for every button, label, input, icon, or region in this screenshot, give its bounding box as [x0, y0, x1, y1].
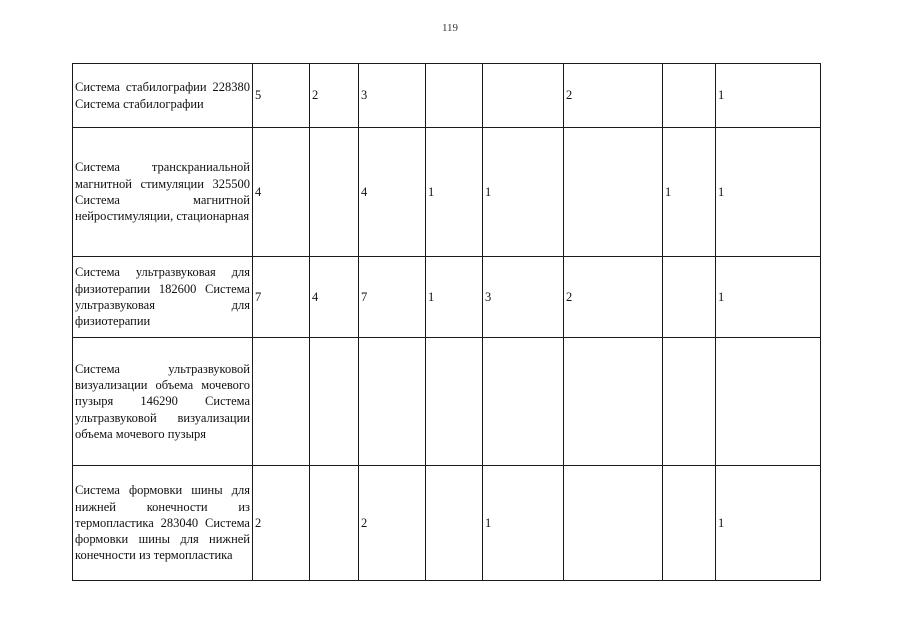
table-row — [73, 64, 821, 128]
value-cell — [310, 338, 359, 466]
value-cell — [426, 466, 483, 581]
equipment-name-cell: Система транскраниальной магнитной стимуляции 325500 Система магнитной нейростимуляции, стационарная — [73, 128, 253, 257]
value-cell — [253, 338, 310, 466]
value-cell — [564, 466, 663, 581]
value-cell — [663, 64, 716, 128]
value-cell: 3 — [483, 257, 564, 338]
value-cell: 1 — [426, 128, 483, 257]
value-cell: 1 — [716, 128, 821, 257]
value-cell: 1 — [426, 257, 483, 338]
value-cell — [716, 338, 821, 466]
equipment-name-cell: Система ультразвуковой визуализации объема мочевого пузыря 146290 Система ультразвуковой визуализации объема мочевого пузыря — [73, 338, 253, 466]
value-cell: 1 — [483, 128, 564, 257]
value-cell: 1 — [663, 128, 716, 257]
table-row — [73, 338, 821, 466]
value-cell: 2 — [564, 64, 663, 128]
equipment-name-cell: Система формовки шины для нижней конечности из термопластика 283040 Система формовки шины для нижней конечности из термопластика — [73, 466, 253, 581]
value-cell: 1 — [716, 64, 821, 128]
equipment-table — [72, 63, 821, 581]
value-cell — [663, 257, 716, 338]
value-cell — [663, 338, 716, 466]
value-cell: 2 — [359, 466, 426, 581]
value-cell: 4 — [253, 128, 310, 257]
value-cell — [359, 338, 426, 466]
value-cell: 1 — [716, 466, 821, 581]
value-cell — [663, 466, 716, 581]
value-cell: 5 — [253, 64, 310, 128]
value-cell — [426, 64, 483, 128]
table-row — [73, 257, 821, 338]
equipment-name-cell: Система ультразвуковая для физиотерапии 182600 Система ультразвуковая для физиотерапии — [73, 257, 253, 338]
value-cell: 7 — [253, 257, 310, 338]
value-cell — [426, 338, 483, 466]
value-cell — [483, 338, 564, 466]
value-cell — [564, 338, 663, 466]
value-cell: 1 — [483, 466, 564, 581]
value-cell: 7 — [359, 257, 426, 338]
value-cell — [483, 64, 564, 128]
page-number: 119 — [441, 22, 459, 34]
value-cell — [564, 128, 663, 257]
value-cell: 1 — [716, 257, 821, 338]
value-cell: 2 — [253, 466, 310, 581]
value-cell: 4 — [310, 257, 359, 338]
table-row — [73, 466, 821, 581]
value-cell — [310, 466, 359, 581]
value-cell: 4 — [359, 128, 426, 257]
value-cell: 2 — [564, 257, 663, 338]
equipment-name-cell: Система стабилографии 228380 Система стабилографии — [73, 64, 253, 128]
table-row — [73, 128, 821, 257]
value-cell: 3 — [359, 64, 426, 128]
value-cell — [310, 128, 359, 257]
value-cell: 2 — [310, 64, 359, 128]
